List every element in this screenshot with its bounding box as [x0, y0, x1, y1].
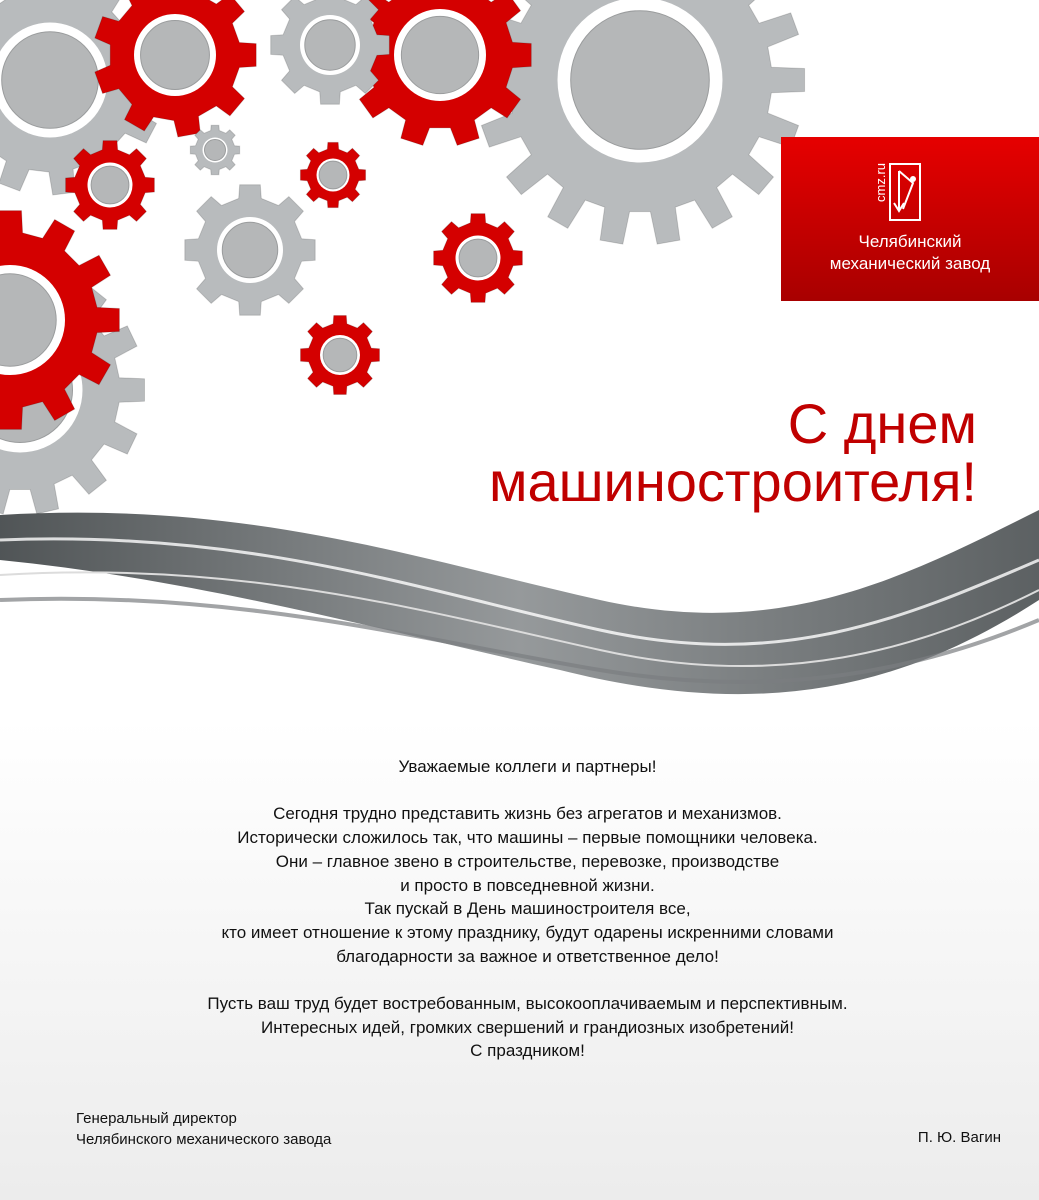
logo-emblem-icon [889, 163, 921, 221]
title-line2: машиностроителя! [488, 450, 977, 513]
text-line: благодарности за важное и ответственное дело! [336, 946, 719, 966]
signatory-name: П. Ю. Вагин [917, 1129, 1001, 1146]
page-title [488, 392, 977, 513]
position-line2: Челябинского механического завода [76, 1131, 332, 1148]
text-line: Исторически сложилось так, что машины – первые помощники человека. [237, 828, 818, 848]
signatory-position [76, 1108, 331, 1150]
text-line: кто имеет отношение к этому празднику, будут одарены искренними словами [221, 922, 834, 942]
title-line1: С днем [787, 392, 977, 455]
text-line: Интересных идей, громких свершений и грандиозных изобретений! [261, 1017, 794, 1037]
text-line: Пусть ваш труд будет востребованным, высокооплачиваемым и перспективным. [207, 994, 848, 1013]
text-line: Они – главное звено в строительстве, перевозке, производстве [275, 851, 780, 871]
text-line: и просто в повседневной жизни. [400, 875, 655, 895]
greeting-salutation: Уважаемые коллеги и партнеры! [398, 757, 657, 776]
company-logo [781, 137, 1039, 301]
greeting-text [60, 755, 995, 1063]
logo-name-line1: Челябинский [858, 232, 962, 251]
logo-domain: cmz.ru [873, 163, 888, 202]
position-line1: Генеральный директор [76, 1110, 237, 1127]
text-line: Сегодня трудно представить жизнь без агрегатов и механизмов. [273, 804, 782, 824]
logo-name-line2: механический завод [829, 254, 991, 273]
text-line: Так пускай в День машиностроителя все, [364, 899, 691, 919]
text-line: С праздником! [470, 1041, 585, 1061]
logo-company-name [781, 231, 1039, 275]
